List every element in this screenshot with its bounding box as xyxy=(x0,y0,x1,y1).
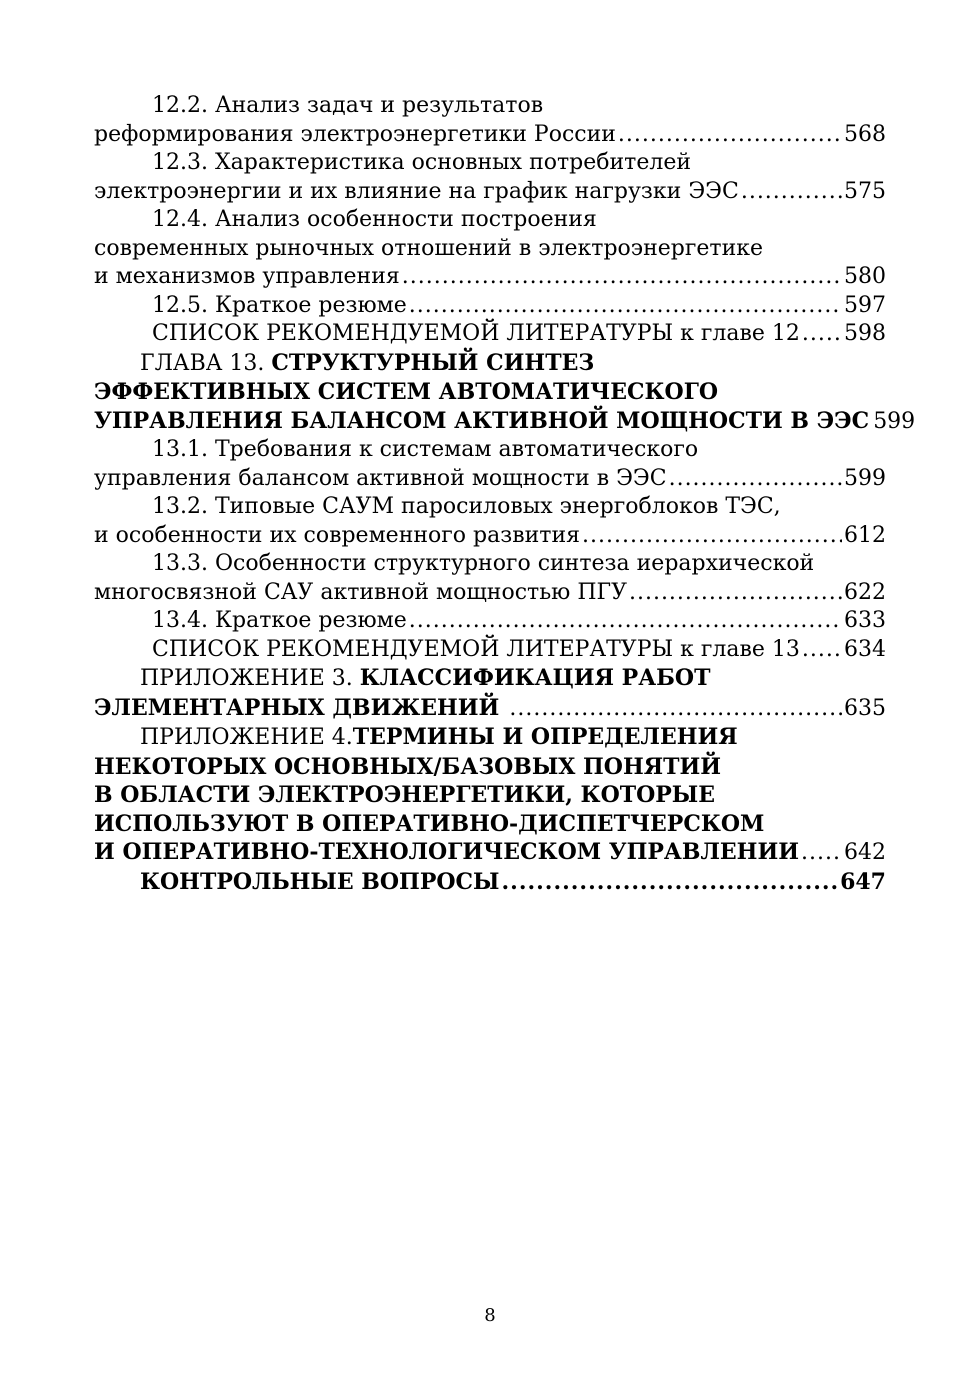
toc-entry-12-2-page: 568 xyxy=(844,121,886,147)
toc-line xyxy=(94,664,886,694)
dot-leader xyxy=(618,121,842,150)
toc-line xyxy=(94,810,886,839)
toc-entry-12-2-title: 12.2. Анализ задач и результатов xyxy=(152,93,544,118)
appendix-3-page: 635 xyxy=(844,695,886,721)
toc-entry-12-4-page: 580 xyxy=(844,264,886,289)
chapter-13-page: 599 xyxy=(873,408,916,434)
appendix-3-prefix: ПРИЛОЖЕНИЕ 3. xyxy=(140,666,360,691)
dot-leader xyxy=(802,636,842,665)
toc-entry-lit12-page: 598 xyxy=(844,321,886,346)
appendix-4-title-cont2: В ОБЛАСТИ ЭЛЕКТРОЭНЕРГЕТИКИ, КОТОРЫЕ xyxy=(94,782,716,808)
toc-line xyxy=(94,92,886,121)
dot-leader xyxy=(741,178,842,207)
page-number: 8 xyxy=(484,1305,496,1326)
toc-line xyxy=(94,723,886,753)
chapter-13-title-cont2: УПРАВЛЕНИЯ БАЛАНСОМ АКТИВНОЙ МОЩНОСТИ В ЭЭС xyxy=(94,407,870,434)
toc-entry-12-5-title: 12.5. Краткое резюме xyxy=(152,292,407,318)
toc-entry-13-2-title-cont: и особенности их современного развития xyxy=(94,522,580,548)
toc-entry-12-5-page: 597 xyxy=(844,292,886,318)
dot-leader xyxy=(409,607,842,636)
toc-line xyxy=(94,206,886,235)
dot-leader xyxy=(669,465,842,494)
appendix-3-title: КЛАССИФИКАЦИЯ РАБОТ xyxy=(359,665,711,691)
toc-line xyxy=(94,493,886,522)
toc-line xyxy=(94,178,886,207)
toc-entry-13-3-title-cont: многосвязной САУ активной мощностью ПГУ xyxy=(94,579,627,605)
toc-line xyxy=(94,149,886,178)
toc-line xyxy=(94,550,886,579)
toc-line xyxy=(94,121,886,150)
toc-entry-13-2-title: 13.2. Типовые САУМ паросиловых энергоблоков ТЭС, xyxy=(152,494,781,519)
toc-entry-12-4-title-cont: современных рыночных отношений в электроэнергетике xyxy=(94,235,764,261)
toc-entry-12-3-title-cont: электроэнергии и их влияние на график нагрузки ЭЭС xyxy=(94,178,739,204)
toc-line xyxy=(94,753,886,782)
toc-entry-12-2-title-cont: реформирования электроэнергетики России xyxy=(94,121,616,147)
toc-line xyxy=(94,579,886,608)
toc-entry-13-2-page: 612 xyxy=(844,522,886,548)
appendix-4-title-cont: НЕКОТОРЫХ ОСНОВНЫХ/БАЗОВЫХ ПОНЯТИЙ xyxy=(94,753,722,780)
toc-line xyxy=(94,868,886,897)
dot-leader xyxy=(802,320,842,349)
toc-line xyxy=(94,292,886,321)
chapter-13-title: СТРУКТУРНЫЙ СИНТЕЗ xyxy=(271,349,595,376)
toc-line xyxy=(94,522,886,551)
toc-entry-13-4-title: 13.4. Краткое резюме xyxy=(152,608,407,633)
chapter-13-title-cont: ЭФФЕКТИВНЫХ СИСТЕМ АВТОМАТИЧЕСКОГО xyxy=(94,379,719,405)
toc-line xyxy=(94,378,886,407)
chapter-13-prefix: ГЛАВА 13. xyxy=(140,350,272,376)
toc-entry-13-1-page: 599 xyxy=(844,465,886,491)
control-questions-title: КОНТРОЛЬНЫЕ ВОПРОСЫ xyxy=(140,868,500,895)
toc-line xyxy=(94,407,916,437)
appendix-4-title-cont3: ИСПОЛЬЗУЮТ В ОПЕРАТИВНО-ДИСПЕТЧЕРСКОМ xyxy=(94,810,765,837)
dot-leader xyxy=(582,522,842,551)
dot-leader xyxy=(509,695,842,724)
toc-line xyxy=(94,436,886,465)
toc-line xyxy=(94,838,886,868)
appendix-4-title-cont4: И ОПЕРАТИВНО-ТЕХНОЛОГИЧЕСКОМ УПРАВЛЕНИИ xyxy=(94,839,800,865)
toc-entry-13-1-title: 13.1. Требования к системам автоматического xyxy=(152,437,699,462)
table-of-contents xyxy=(94,92,916,896)
toc-entry-13-4-page: 633 xyxy=(844,608,886,633)
toc-entry-lit13-page: 634 xyxy=(844,636,886,662)
toc-entry-12-4-title-cont2: и механизмов управления xyxy=(94,264,400,289)
toc-line xyxy=(94,349,886,379)
appendix-3-title-cont: ЭЛЕМЕНТАРНЫХ ДВИЖЕНИЙ xyxy=(94,694,500,721)
toc-entry-13-1-title-cont: управления балансом активной мощности в ЭЭС xyxy=(94,465,667,491)
appendix-4-prefix: ПРИЛОЖЕНИЕ 4. xyxy=(140,725,353,750)
dot-leader xyxy=(801,839,842,868)
toc-entry-13-3-page: 622 xyxy=(844,579,886,605)
appendix-4-title: ТЕРМИНЫ И ОПРЕДЕЛЕНИЯ xyxy=(352,724,738,750)
toc-entry-12-3-page: 575 xyxy=(844,178,886,204)
toc-line xyxy=(94,465,886,494)
toc-entry-12-3-title: 12.3. Характеристика основных потребителей xyxy=(152,150,692,175)
toc-line xyxy=(94,263,886,292)
toc-line xyxy=(94,781,886,810)
toc-line xyxy=(94,235,886,264)
toc-entry-12-4-title: 12.4. Анализ особенности построения xyxy=(152,207,597,232)
dot-leader xyxy=(409,292,842,321)
dot-leader xyxy=(629,579,842,608)
toc-entry-lit13-title: СПИСОК РЕКОМЕНДУЕМОЙ ЛИТЕРАТУРЫ к главе 13 xyxy=(152,636,800,662)
dot-leader xyxy=(502,868,839,897)
toc-line xyxy=(94,607,886,636)
dot-leader xyxy=(402,263,842,292)
control-questions-page: 647 xyxy=(840,868,886,895)
appendix-4-page: 642 xyxy=(844,840,886,865)
toc-entry-13-3-title: 13.3. Особенности структурного синтеза иерархической xyxy=(152,551,815,576)
toc-entry-lit12-title: СПИСОК РЕКОМЕНДУЕМОЙ ЛИТЕРАТУРЫ к главе 12 xyxy=(152,321,800,346)
toc-line xyxy=(94,694,886,724)
toc-line xyxy=(94,636,886,665)
toc-line xyxy=(94,320,886,349)
